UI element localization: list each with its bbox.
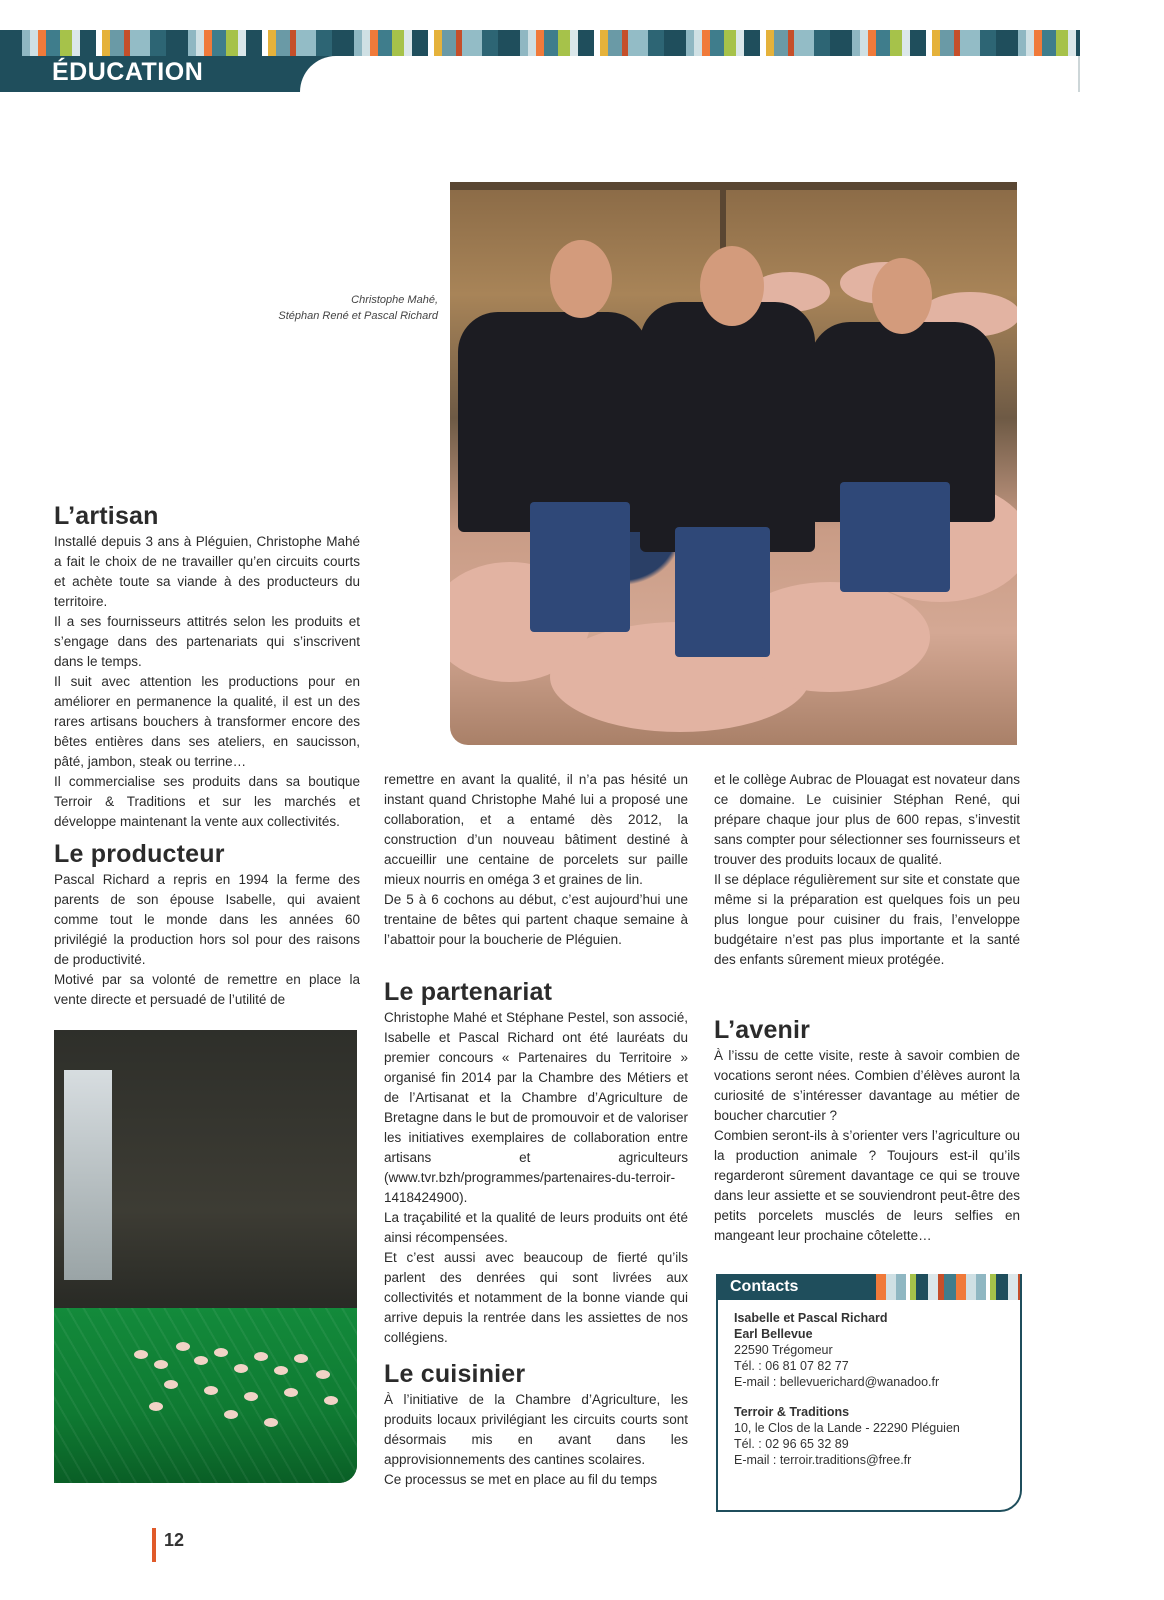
caption-line-1: Christophe Mahé, [351, 294, 438, 306]
contact-name: Terroir & Traditions [734, 1405, 850, 1419]
avenir-paragraph: À l’issu de cette visite, reste à savoir combien de vocations seront nées. Combien d’élèves auront la curiosité de s’intéresser davantage au métier de boucher charcutier ? [714, 1048, 1020, 1123]
artisan-paragraph: Il suit avec attention les productions pour en améliorer en permanence la qualité, il est un des rares artisans bouchers à transformer encore des bêtes entières dans ses ateliers, en saucisson, pâté, jambon, steak ou terrine… [54, 674, 360, 769]
contact-email: E-mail : terroir.traditions@free.fr [734, 1453, 912, 1467]
heading-avenir: L’avenir [714, 1016, 811, 1044]
artisan-paragraph: Il commercialise ses produits dans sa boutique Terroir & Traditions et sur les marchés et développe maintenant la vente aux collectivités. [54, 774, 360, 829]
page-number: 12 [164, 1530, 185, 1550]
contact-phone: Tél. : 06 81 07 82 77 [734, 1359, 849, 1373]
avenir-paragraph: Combien seront-ils à s’orienter vers l’agriculture ou la production animale ? Toujours est-il qu’ils regarderont sûrement davantage ce qui se trouve dans leur assiette et se souviendront peut-être des petits porcelets musclés de leurs selfies en mangeant leur prochaine côtelette… [714, 1128, 1020, 1243]
partenariat-paragraph: Christophe Mahé et Stéphane Pestel, son associé, Isabelle et Pascal Richard ont été lauréats du premier concours « Partenaires du Territoire » organisé fin 2014 par la Chambre des Métiers et de l’Artisanat et la Chambre d’Agriculture de Bretagne dans le but de promouvoir et de valoriser les initiatives exemplaires de collaboration entre artisans et agriculteurs (www.tvr.bzh/programmes/partenaires-du-terroir-1418424900). [384, 1010, 688, 1205]
cuisinier-text-col2 [384, 1390, 688, 1490]
artisan-paragraph: Il a ses fournisseurs attitrés selon les produits et s’engage dans des partenariats qui s’inscrivent dans le temps. [54, 614, 360, 669]
contact-address: 10, le Clos de la Lande - 22290 Pléguien [734, 1421, 960, 1435]
cuisinier-text-col3 [714, 770, 1020, 970]
producteur-text-col1 [54, 870, 360, 1010]
producteur-paragraph: remettre en avant la qualité, il n’a pas hésité un instant quand Christophe Mahé lui a proposé une collaboration, et a entamé dès 2012, la construction d’un nouveau bâtiment destiné à accueillir une centaine de porcelets sur paille mieux nourris en oméga 3 et graines de lin. [384, 772, 688, 887]
cuisinier-paragraph: Ce processus se met en place au fil du temps [384, 1472, 658, 1487]
main-photo-three-men-with-pigs [450, 182, 1017, 745]
caption-line-2: Stéphan René et Pascal Richard [278, 310, 438, 322]
section-band-cutout [300, 56, 1080, 92]
partenariat-text [384, 1008, 688, 1348]
producteur-text-col2 [384, 770, 688, 950]
avenir-text [714, 1046, 1020, 1246]
heading-cuisinier: Le cuisinier [384, 1360, 526, 1388]
contacts-color-stripe [876, 1274, 1020, 1300]
photo-piglets-on-green-floor [54, 1030, 357, 1483]
cuisinier-paragraph: et le collège Aubrac de Plouagat est novateur dans ce domaine. Le cuisinier Stéphan René, qui prépare chaque jour plus de 600 repas, s’investit sans compter pour sélectionner ses fournisseurs et trouver des produits locaux de qualité. [714, 772, 1020, 867]
band-edge [1078, 56, 1080, 92]
contact-city: 22590 Trégomeur [734, 1343, 833, 1357]
cuisinier-paragraph: À l’initiative de la Chambre d’Agriculture, les produits locaux privilégiant les circuits courts sont désormais mis en avant dans les approvisionnements des cantines scolaires. [384, 1392, 688, 1467]
producteur-paragraph: Motivé par sa volonté de remettre en place la vente directe et persuadé de l’utilité de [54, 972, 360, 1007]
section-label: ÉDUCATION [52, 58, 204, 86]
contacts-body [734, 1310, 1004, 1468]
partenariat-paragraph: La traçabilité et la qualité de leurs produits ont été ainsi récompensées. [384, 1210, 688, 1245]
contact-phone: Tél. : 02 96 65 32 89 [734, 1437, 849, 1451]
cuisinier-paragraph: Il se déplace régulièrement sur site et constate que même si la préparation est quelques fois un peu plus longue pour cuisiner du frais, l’enveloppe budgétaire n’est pas plus importante et la santé des enfants sûrement mieux protégée. [714, 872, 1020, 967]
contact-name: Isabelle et Pascal Richard [734, 1311, 888, 1325]
contact-email: E-mail : bellevuerichard@wanadoo.fr [734, 1375, 940, 1389]
artisan-paragraph: Installé depuis 3 ans à Pléguien, Christophe Mahé a fait le choix de ne travailler qu’en circuits courts et achète toute sa viande à des producteurs du territoire. [54, 534, 360, 609]
contact-company: Earl Bellevue [734, 1327, 813, 1341]
contacts-title: Contacts [716, 1274, 876, 1300]
heading-partenariat: Le partenariat [384, 978, 553, 1006]
partenariat-paragraph: Et c’est aussi avec beaucoup de fierté qu’ils parlent des denrées qui sont livrées aux collectivités et notamment de la bonne viande qui arrive depuis la rentrée dans les assiettes de nos collégiens. [384, 1250, 688, 1345]
producteur-paragraph: Pascal Richard a repris en 1994 la ferme des parents de son épouse Isabelle, qui avaient comme tout le monde dans les années 60 privilégié la production hors sol pour des raisons de productivité. [54, 872, 360, 967]
heading-producteur: Le producteur [54, 840, 225, 868]
header-color-stripe [0, 30, 1080, 56]
producteur-paragraph: De 5 à 6 cochons au début, c’est aujourd’hui une trentaine de bêtes qui partent chaque semaine à l’abattoir pour la boucherie de Pléguien. [384, 892, 688, 947]
artisan-text [54, 532, 360, 832]
page-number-marker [152, 1528, 156, 1562]
photo-caption [230, 292, 438, 324]
heading-artisan: L’artisan [54, 502, 159, 530]
